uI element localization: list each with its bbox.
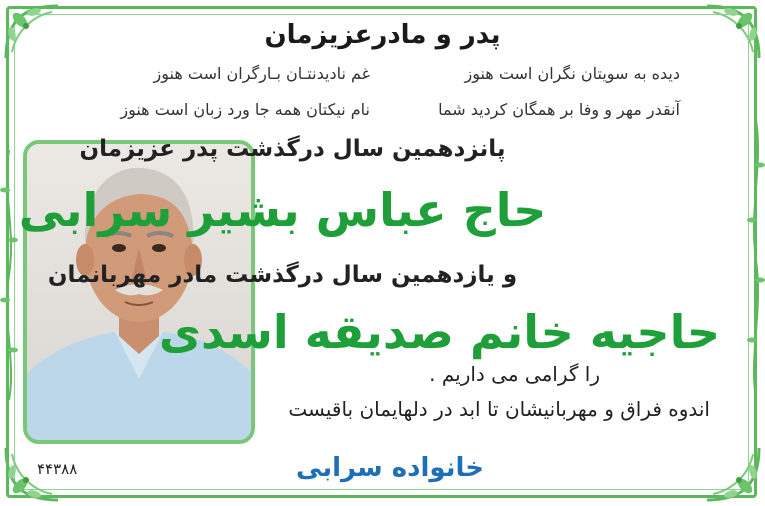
family-signature: خانواده سرابی bbox=[296, 453, 484, 483]
honor-line: را گرامی می داریم . bbox=[429, 362, 600, 386]
father-anniversary-ordinal: پانزدهمین bbox=[392, 136, 506, 162]
mother-anniversary-ordinal: یازدهمین bbox=[391, 262, 495, 288]
corner-ornament-icon bbox=[703, 444, 763, 504]
reference-number: ۴۴۳۸۸ bbox=[37, 460, 78, 478]
poem-line-2-left: نام نیکتان همه جا ورد زبان است هنوز bbox=[120, 100, 370, 119]
mother-anniversary-text: سال درگذشت مادر مهربانمان bbox=[47, 262, 384, 288]
mother-anniversary-prefix: و bbox=[502, 262, 518, 288]
mother-anniversary-line bbox=[0, 262, 565, 288]
vine-ornament-icon bbox=[747, 120, 765, 400]
father-name: حاج عباس بشیر سرابی bbox=[18, 183, 547, 237]
poem-line-1-left: غم نادیدنتـان بـارگران است هنوز bbox=[153, 64, 370, 83]
poem-line-1-right: دیده به سویتان نگران است هنوز bbox=[464, 64, 680, 83]
father-anniversary-text: سال درگذشت پدر عزیزمان bbox=[79, 136, 385, 162]
mother-name: حاجیه خانم صدیقه اسدی bbox=[158, 305, 720, 359]
grief-line: اندوه فراق و مهربانیشان تا ابد در دلهایمان باقیست bbox=[288, 397, 710, 421]
notice-title: پدر و مادرعزیزمان bbox=[264, 20, 501, 50]
poem-line-2-right: آنقدر مهر و وفا بر همگان کردید شما bbox=[438, 100, 680, 119]
father-anniversary-line bbox=[0, 136, 585, 162]
